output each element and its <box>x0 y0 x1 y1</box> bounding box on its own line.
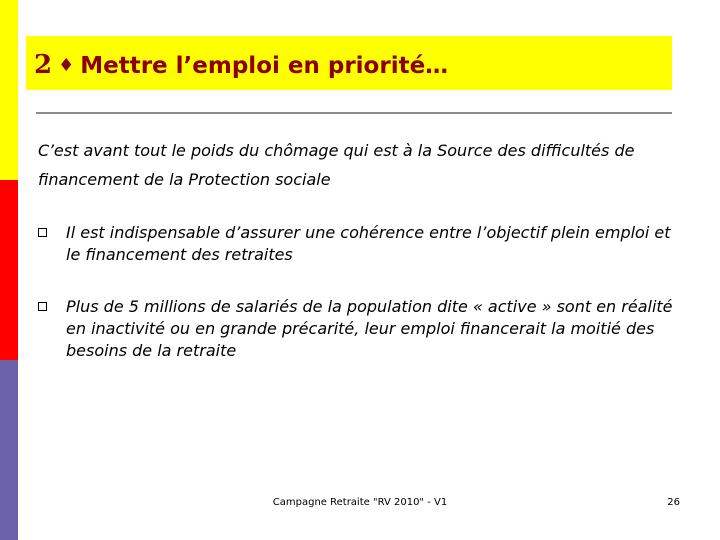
side-bar-red <box>0 180 18 360</box>
side-bar-yellow <box>0 0 18 180</box>
page-number: 26 <box>667 497 680 508</box>
title-text: Mettre l’emploi en priorité… <box>80 53 449 79</box>
intro-paragraph: C’est avant tout le poids du chômage qui est à la Source des difficultés de financement de la Protection sociale <box>38 141 635 189</box>
slide-title <box>34 50 448 80</box>
diamond-icon: ♦ <box>58 55 75 76</box>
square-bullet-icon <box>38 228 47 237</box>
bullet-text: Il est indispensable d’assurer une cohérence entre l’objectif plein emploi et le financement des retraites <box>66 223 671 264</box>
square-bullet-icon <box>38 302 47 311</box>
side-color-bar <box>0 0 18 540</box>
bullet-item <box>38 296 678 362</box>
footer-caption: Campagne Retraite "RV 2010" - V1 <box>272 497 448 508</box>
bullet-item <box>38 222 678 266</box>
title-number: 2 <box>34 50 53 80</box>
title-divider <box>36 112 672 114</box>
side-bar-purple <box>0 360 18 540</box>
bullet-text: Plus de 5 millions de salariés de la population dite « active » sont en réalité en inactivité ou en grande précarité, leur emploi financerait la moitié des besoins de la retraite <box>66 297 673 360</box>
